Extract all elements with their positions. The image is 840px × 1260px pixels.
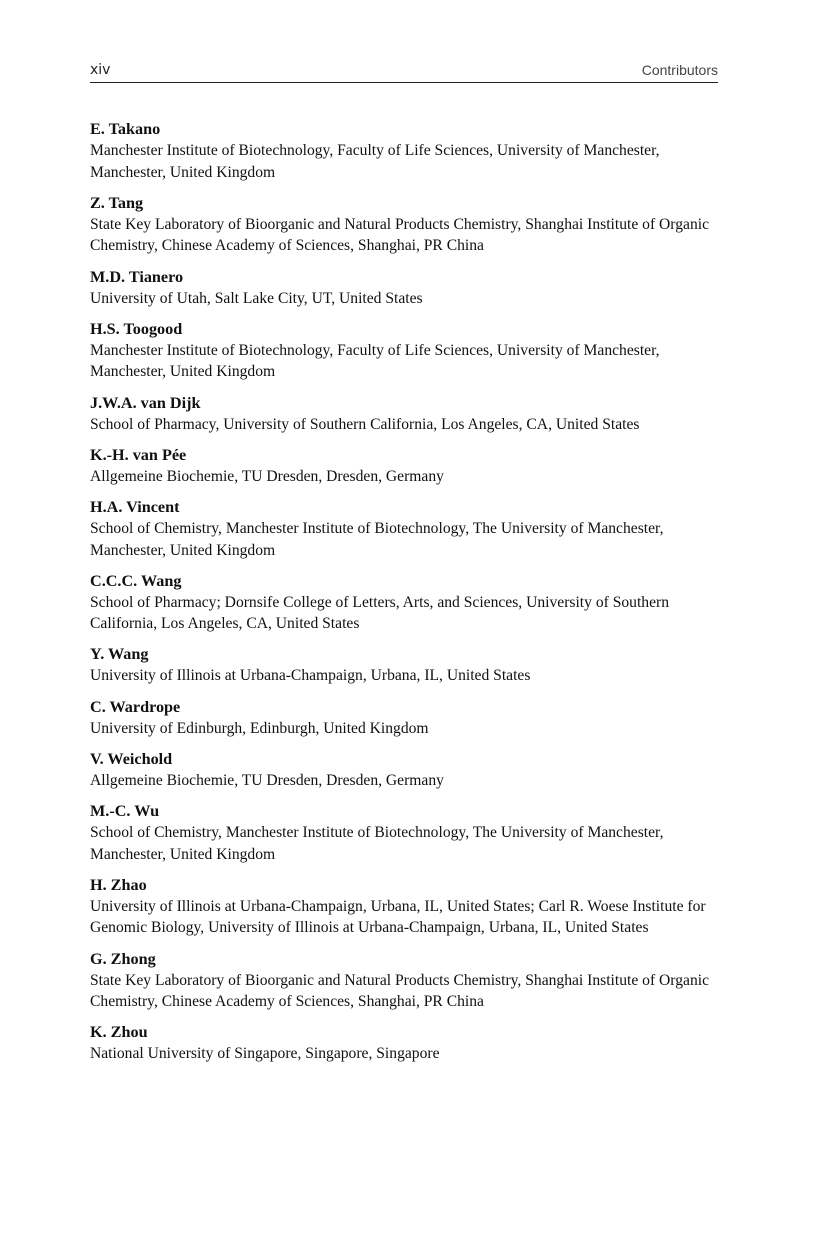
- contributor-affiliation: University of Edinburgh, Edinburgh, United Kingdom: [90, 719, 429, 737]
- contributor-name: K.-H. van Pée: [90, 445, 187, 464]
- contributor-affiliation: School of Pharmacy; Dornsife College of Letters, Arts, and Sciences, University of Southern California, Los Angeles, CA, United States: [90, 593, 670, 633]
- section-title: Contributors: [641, 62, 718, 78]
- contributor-entry: [90, 571, 720, 635]
- contributor-affiliation: State Key Laboratory of Bioorganic and Natural Products Chemistry, Shanghai Institute of Organic Chemistry, Chinese Academy of Sciences, Shanghai, PR China: [90, 971, 709, 1011]
- contributor-affiliation: Manchester Institute of Biotechnology, Faculty of Life Sciences, University of Manchester, Manchester, United Kingdom: [90, 142, 660, 181]
- contributor-name: H.S. Toogood: [90, 319, 183, 338]
- contributor-entry: [90, 801, 720, 865]
- contributor-affiliation: National University of Singapore, Singapore, Singapore: [90, 1045, 440, 1063]
- contributor-name: K. Zhou: [90, 1023, 148, 1042]
- contributor-name: V. Weichold: [90, 749, 173, 768]
- contributor-affiliation: Manchester Institute of Biotechnology, Faculty of Life Sciences, University of Manchester, Manchester, United Kingdom: [90, 341, 660, 381]
- contributor-affiliation: School of Chemistry, Manchester Institute of Biotechnology, The University of Manchester, Manchester, United Kingdom: [90, 519, 664, 559]
- contributor-name: Y. Wang: [90, 645, 149, 664]
- contributor-entry: [90, 267, 720, 310]
- contributor-entry: [90, 497, 720, 561]
- contributor-entry: [90, 119, 720, 183]
- contributor-entry: [90, 875, 720, 939]
- contributor-name: C. Wardrope: [90, 697, 181, 716]
- contributor-name: H. Zhao: [90, 875, 147, 894]
- contributor-entry: [90, 644, 720, 687]
- contributor-affiliation: University of Utah, Salt Lake City, UT, United States: [90, 289, 423, 307]
- contributor-name: E. Takano: [90, 120, 161, 138]
- contributor-entry: [90, 445, 720, 488]
- contributor-entry: [90, 319, 720, 383]
- contributor-affiliation: University of Illinois at Urbana-Champaign, Urbana, IL, United States; Carl R. Woese Institute for Genomic Biology, University of Illinois at Urbana-Champaign, Urbana, IL, United States: [90, 897, 706, 937]
- running-header: [90, 62, 718, 83]
- contributor-name: J.W.A. van Dijk: [90, 393, 201, 412]
- contributor-entry: [90, 193, 720, 257]
- contributor-affiliation: State Key Laboratory of Bioorganic and Natural Products Chemistry, Shanghai Institute of Organic Chemistry, Chinese Academy of Sciences, Shanghai, PR China: [90, 215, 709, 255]
- contributor-affiliation: Allgemeine Biochemie, TU Dresden, Dresden, Germany: [90, 771, 444, 789]
- contributor-affiliation: School of Pharmacy, University of Southern California, Los Angeles, CA, United States: [90, 415, 640, 433]
- contributor-entry: [90, 949, 720, 1013]
- contributor-entry: [90, 749, 720, 792]
- contributor-affiliation: Allgemeine Biochemie, TU Dresden, Dresden, Germany: [90, 467, 444, 485]
- contributor-list: [90, 119, 720, 1075]
- contributor-entry: [90, 697, 720, 740]
- contributor-name: M.D. Tianero: [90, 267, 184, 286]
- contributor-name: G. Zhong: [90, 949, 156, 968]
- contributor-affiliation: University of Illinois at Urbana-Champaign, Urbana, IL, United States: [90, 667, 531, 685]
- contributor-name: C.C.C. Wang: [90, 571, 182, 590]
- page-number: xiv: [90, 62, 111, 78]
- contributor-entry: [90, 1022, 720, 1065]
- contributor-name: H.A. Vincent: [90, 497, 180, 516]
- contributor-affiliation: School of Chemistry, Manchester Institute of Biotechnology, The University of Manchester, Manchester, United Kingdom: [90, 824, 664, 863]
- contributor-entry: [90, 393, 720, 436]
- contributor-name: M.-C. Wu: [90, 802, 160, 821]
- contributor-name: Z. Tang: [90, 193, 144, 212]
